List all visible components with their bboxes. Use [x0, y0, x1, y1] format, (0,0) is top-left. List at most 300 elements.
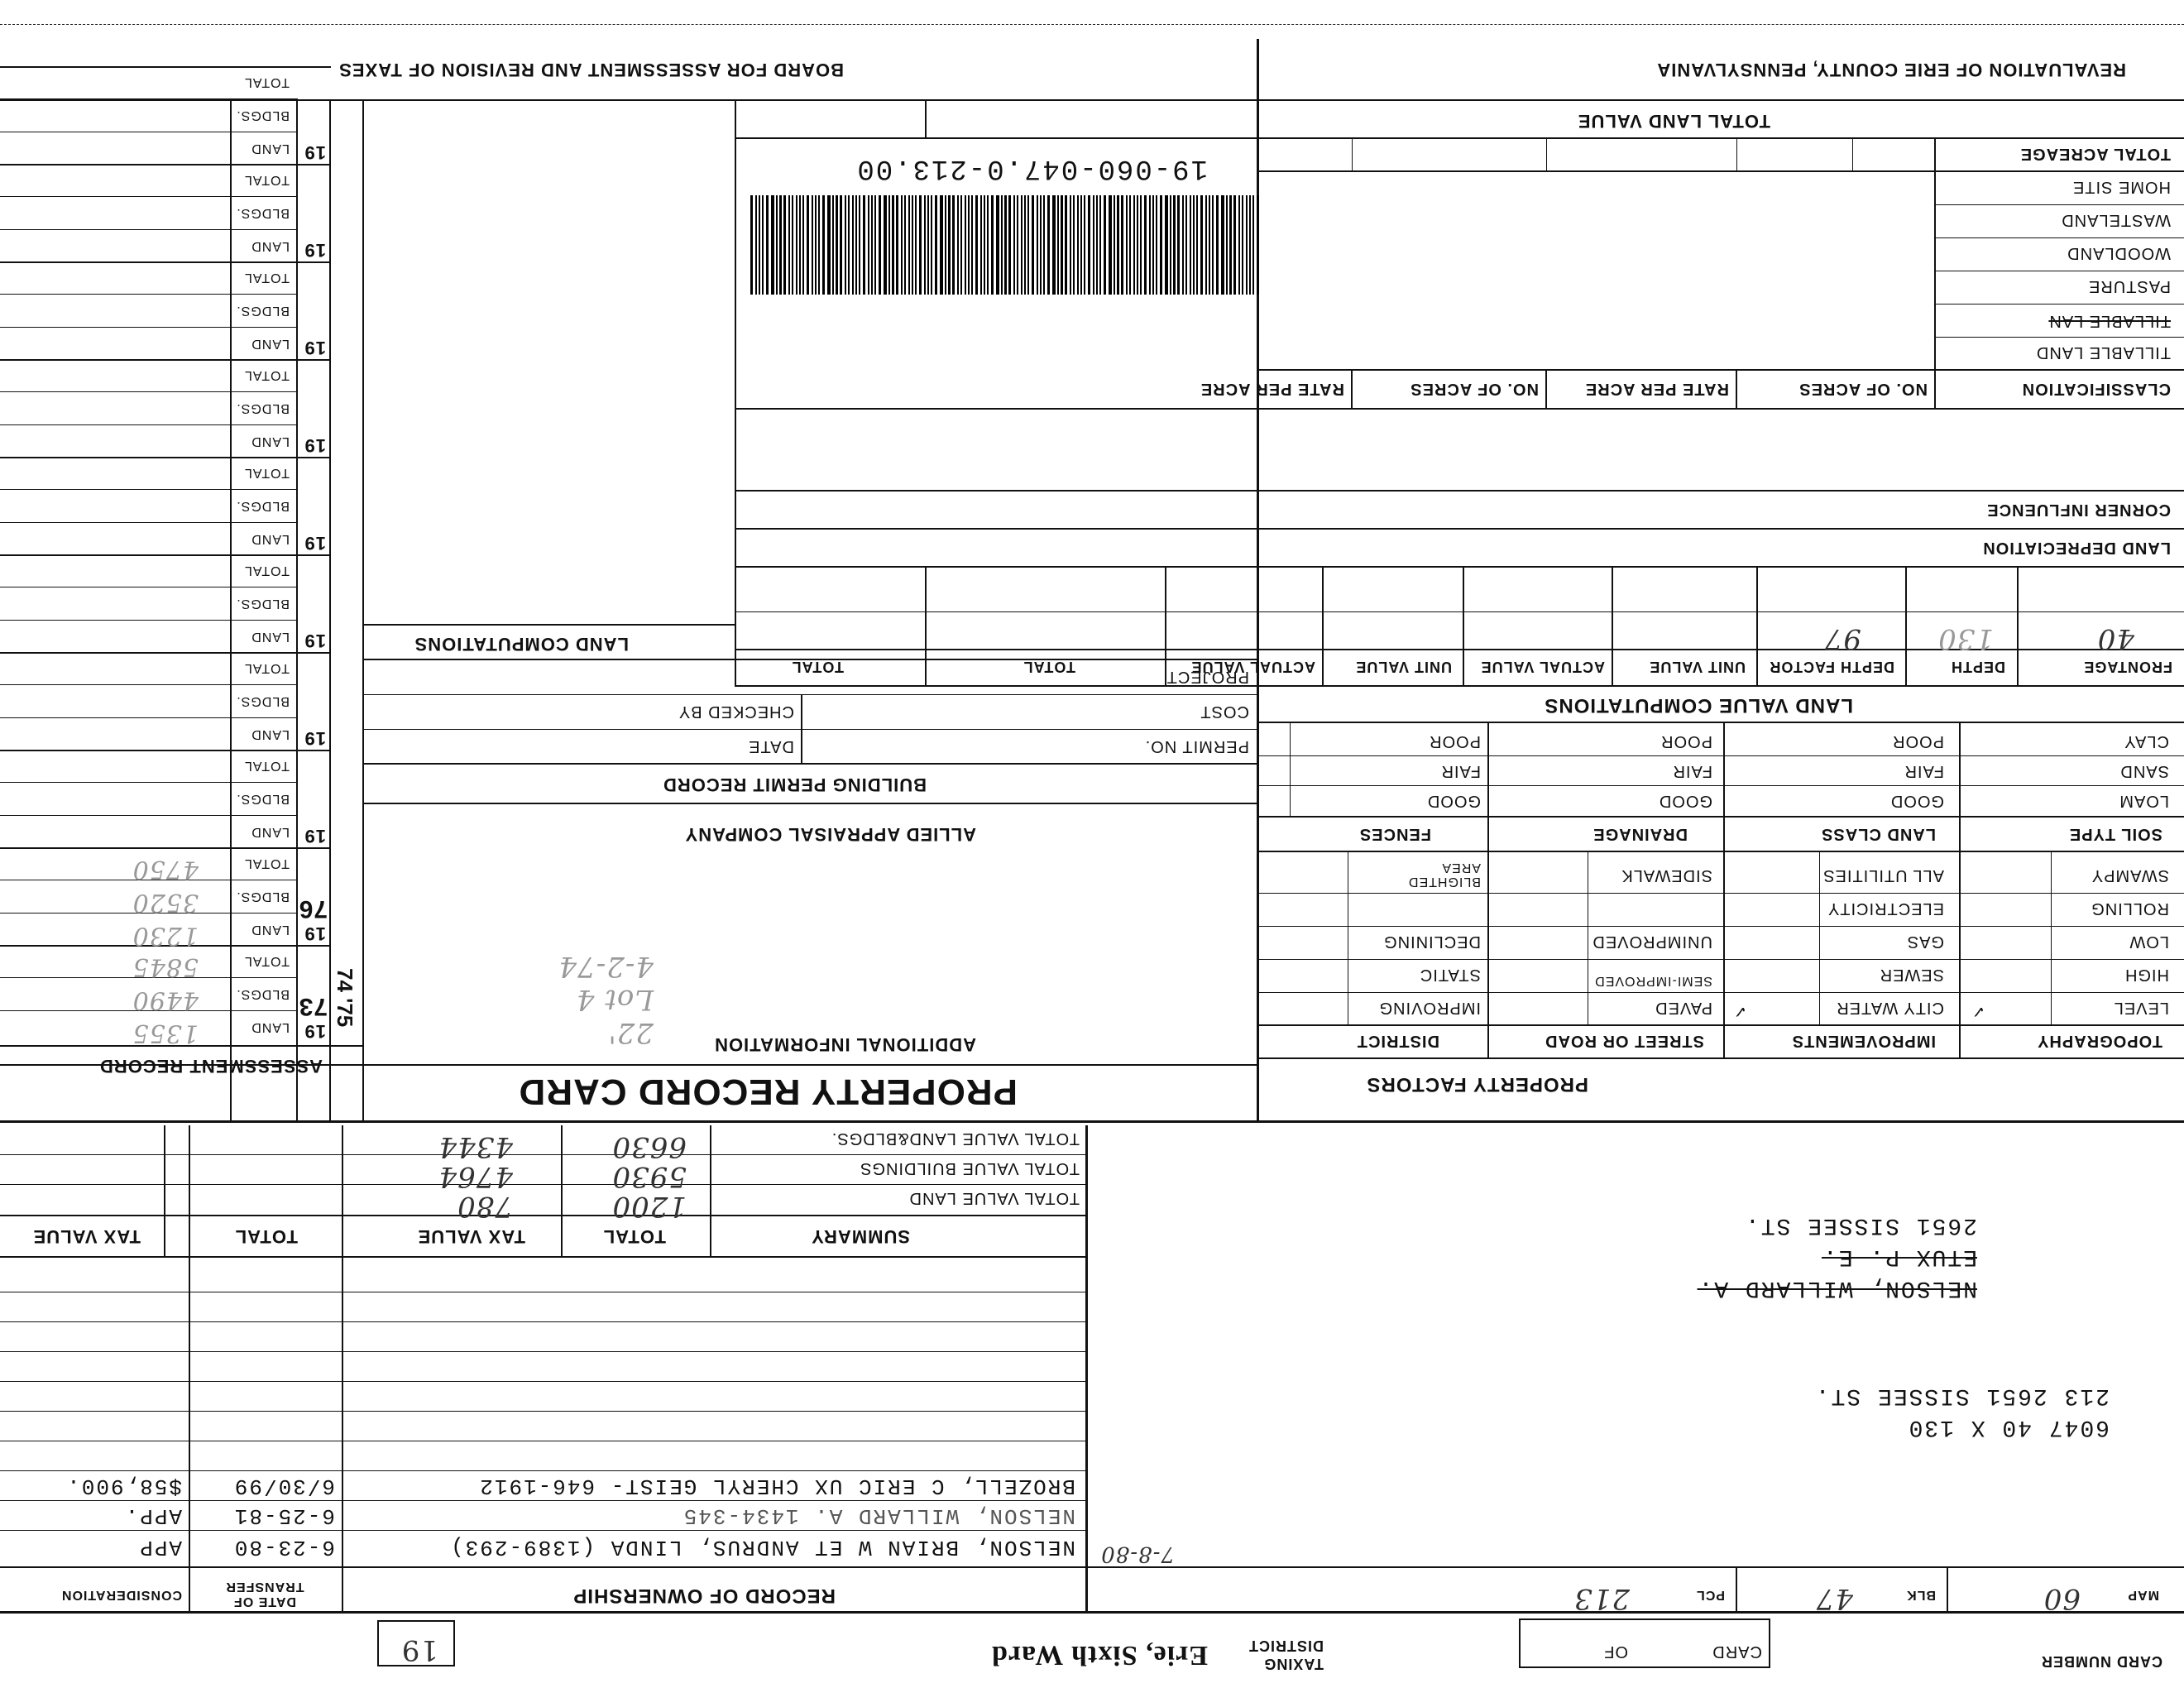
own-rule-7 — [0, 1351, 1088, 1352]
assessment-row-sub-rule — [0, 815, 298, 816]
barcode-bar — [848, 195, 850, 295]
assessment-title: ASSESSMENT RECORD — [98, 1056, 323, 1077]
barcode-bar — [859, 195, 860, 295]
acreage-row-2 — [1936, 304, 2184, 305]
acreage-row-total-acreage: TOTAL ACREAGE — [2019, 145, 2171, 163]
barcode-bar — [792, 195, 793, 295]
assessment-year: 76 — [298, 895, 328, 923]
assessment-total-value: 5845 — [132, 952, 199, 981]
assessment-row-sub-rule — [0, 522, 298, 523]
taxing-district-value: Erie, Sixth Ward — [991, 1640, 1208, 1671]
map-value: 60 — [2043, 1582, 2081, 1615]
summary-total-col: TOTAL — [602, 1226, 666, 1247]
acreage-col-3 — [1545, 371, 1547, 410]
land-comp-rule — [364, 624, 736, 626]
card-of-box — [1519, 1618, 1770, 1668]
barcode-bar — [802, 195, 804, 295]
assessment-year-prefix: 19 — [304, 631, 326, 651]
pf-topo-low: LOW — [2129, 933, 2169, 951]
summary-bldg-tax: 4764 — [438, 1160, 513, 1193]
barcode-bar — [1088, 195, 1090, 295]
lv-right-border — [735, 101, 736, 687]
land-value-title: LAND VALUE COMPUTATIONS — [1544, 694, 1853, 717]
assessment-label-total: TOTAL — [243, 954, 290, 968]
top-rule — [0, 99, 2184, 101]
assessment-row-rule — [0, 554, 331, 556]
ownership-row-date: 6-25-81 — [232, 1503, 335, 1528]
pf-check-rule-1 — [2051, 852, 2052, 1026]
pf-street-sidewalk: SIDEWALK — [1621, 866, 1712, 885]
own-rule-5 — [0, 1411, 1088, 1412]
lv-col-3 — [1756, 568, 1758, 687]
top-edge — [0, 24, 2184, 25]
pf-street-semi-improved: SEMI-IMPROVED — [1594, 974, 1712, 988]
pf-topo-rolling: ROLLING — [2091, 899, 2169, 918]
ownership-divider — [1085, 1125, 1088, 1614]
barcode-bar — [952, 195, 955, 295]
barcode-bar — [1040, 195, 1042, 295]
barcode-bar — [855, 195, 857, 295]
barcode-bar — [924, 195, 926, 295]
barcode-bar — [1093, 195, 1094, 295]
barcode-bar — [1032, 195, 1034, 295]
pf-soil-rule-4 — [1290, 723, 1291, 818]
barcode-bar — [1061, 195, 1063, 295]
ownership-title: RECORD OF OWNERSHIP — [572, 1585, 836, 1607]
summary-tax-col: TAX VALUE — [417, 1226, 525, 1247]
pf-soil-sand: SAND — [2119, 762, 2169, 780]
barcode-bar — [1140, 195, 1142, 295]
barcode-bar — [1149, 195, 1151, 295]
barcode-bar — [783, 195, 786, 295]
assessment-label-land: LAND — [251, 923, 290, 937]
assessment-label-border — [296, 101, 298, 1123]
assessment-label-total: TOTAL — [243, 75, 290, 89]
barcode-bar — [812, 195, 813, 295]
barcode-bar — [1190, 195, 1191, 295]
barcode-bar — [1096, 195, 1098, 295]
barcode-bar — [1052, 195, 1056, 295]
pf-imp-city-water: CITY WATER — [1836, 999, 1944, 1017]
pf-soil-loam: LOAM — [2119, 792, 2169, 810]
lv-header-unit-value-2: UNIT VALUE — [1355, 659, 1452, 675]
mid-rule — [0, 1120, 2184, 1123]
map-row-rule — [0, 1566, 2184, 1568]
barcode-bar — [971, 195, 973, 295]
permit-rule-4 — [364, 659, 1259, 660]
lv-col-5 — [1463, 568, 1464, 687]
acreage-row-pasture: PASTURE — [2088, 277, 2171, 295]
assessment-label-bldgs: BLDGS. — [236, 304, 290, 318]
additional-note-3: 4-2-74 — [558, 950, 654, 983]
acreage-total-col-1 — [1852, 139, 1853, 172]
barcode-bar — [965, 195, 966, 295]
acreage-rule-header — [1259, 369, 2184, 371]
barcode-bar — [1252, 195, 1254, 295]
acreage-row-woodland: WOODLAND — [2067, 244, 2171, 262]
assessment-bldgs-value: 3520 — [132, 888, 199, 917]
barcode-bar — [1104, 195, 1106, 295]
barcode-bar — [852, 195, 854, 295]
land-depreciation-label: LAND DEPRECIATION — [1982, 539, 2171, 557]
own-rule-2 — [0, 1500, 1088, 1501]
pf-soil-rule-2 — [1723, 723, 1725, 852]
barcode-bar — [1257, 195, 1259, 295]
pf-header-street: STREET OR ROAD — [1545, 1032, 1704, 1050]
barcode-bar — [832, 195, 834, 295]
pf-soil-rule-1 — [1959, 723, 1961, 852]
pf-street-unimproved: UNIMPROVED — [1592, 933, 1712, 951]
barcode-bar — [1233, 195, 1236, 295]
ownership-row-name: NELSON, WILLARD A. 1434-345 — [682, 1503, 1075, 1528]
assessment-row-sub-rule — [0, 196, 298, 197]
barcode-bar — [888, 195, 890, 295]
header-right: BOARD FOR ASSESSMENT AND REVISION OF TAXES — [338, 60, 844, 80]
lv-header-total: TOTAL — [1023, 659, 1075, 675]
barcode-bar — [1027, 195, 1029, 295]
footer-rule — [0, 1611, 2184, 1614]
lv-col-6 — [1322, 568, 1324, 687]
assessment-label-bldgs: BLDGS. — [236, 694, 290, 708]
barcode-bar — [1170, 195, 1171, 295]
lv-row-2 — [736, 566, 2184, 568]
old-owner-line-3: 2651 SISSEE ST. — [1743, 1212, 1977, 1238]
assessment-label-land: LAND — [251, 630, 290, 644]
assessment-row-rule — [0, 457, 331, 458]
lv-header-actual-value: ACTUAL VALUE — [1480, 659, 1605, 675]
acreage-header-no-acres: NO. OF ACRES — [1798, 380, 1928, 398]
assessment-label-total: TOTAL — [243, 368, 290, 382]
barcode-bar — [1133, 195, 1135, 295]
lv-header-depth-factor: DEPTH FACTOR — [1769, 659, 1894, 675]
permit-checked-label: CHECKED BY — [678, 703, 794, 721]
barcode-bar — [901, 195, 903, 295]
assessment-year-prefix: 19 — [304, 533, 326, 554]
barcode-bar — [1177, 195, 1180, 295]
acreage-row-6 — [1259, 170, 2184, 172]
additional-info-title: ADDITIONAL INFORMATION — [714, 1034, 976, 1055]
barcode-bar — [840, 195, 842, 295]
barcode-bar — [1144, 195, 1147, 295]
barcode-bar — [1043, 195, 1045, 295]
barcode-bar — [845, 195, 846, 295]
barcode-bar — [957, 195, 959, 295]
summary-row-land-bldgs: TOTAL VALUE LAND&BLDGS. — [831, 1129, 1080, 1148]
acreage-col-1 — [1934, 139, 1936, 410]
barcode-bar — [1173, 195, 1176, 295]
own-rule-6 — [0, 1381, 1088, 1382]
pf-street-paved: PAVED — [1655, 999, 1712, 1017]
pf-grade-fair-3: FAIR — [1440, 762, 1481, 780]
blk-label: BLK — [1906, 1588, 1936, 1602]
lv-depth-value: 130 — [1937, 622, 1994, 655]
summary-land-tax: 780 — [457, 1190, 513, 1223]
barcode-bar — [1017, 195, 1018, 295]
assessment-total-value: 4750 — [132, 855, 199, 884]
assessment-label-land: LAND — [251, 239, 290, 253]
pf-soil-row-2 — [1259, 755, 2184, 756]
barcode-bar — [980, 195, 982, 295]
tlv-col-1 — [925, 101, 927, 139]
barcode-bar — [1121, 195, 1123, 295]
assessment-land-value: 1355 — [132, 1019, 199, 1048]
corner-influence-label: CORNER INFLUENCE — [1986, 501, 2171, 519]
pf-soil-clay: CLAY — [2124, 732, 2169, 750]
check-mark-icon: ✓ — [1732, 1002, 1747, 1020]
pf-soil-row-1 — [1259, 785, 2184, 786]
acreage-col-4 — [1351, 371, 1353, 410]
barcode-bar — [935, 195, 937, 295]
lv-col-8 — [925, 568, 927, 687]
assessment-label-total: TOTAL — [243, 856, 290, 870]
assessment-label-bldgs: BLDGS. — [236, 890, 290, 904]
of-label: OF — [1603, 1642, 1628, 1661]
pf-topo-high: HIGH — [2124, 966, 2169, 984]
permit-rule-2 — [364, 729, 1259, 730]
acreage-col-2 — [1736, 371, 1737, 410]
barcode-bar — [759, 195, 760, 295]
barcode-bar — [1114, 195, 1115, 295]
summary-row-land: TOTAL VALUE LAND — [908, 1189, 1080, 1207]
barcode-bar — [807, 195, 809, 295]
land-computations-title: LAND COMPUTATIONS — [414, 634, 629, 655]
pf-top-rule — [1259, 1057, 2184, 1059]
ownership-row-consideration: $58,900. — [65, 1474, 182, 1499]
pf-grade-good-2: GOOD — [1658, 792, 1712, 810]
appraiser-rule — [364, 803, 1259, 804]
pf-row-rule-1 — [1259, 992, 2184, 993]
barcode-bar — [1001, 195, 1003, 295]
assessment-row-sub-rule — [0, 489, 298, 490]
blk-rule — [1736, 1568, 1737, 1614]
assessment-row-rule — [0, 359, 331, 361]
barcode-bar — [1226, 195, 1228, 295]
pf-soil-rule-3 — [1487, 723, 1489, 852]
pf-imp-gas: GAS — [1906, 933, 1944, 951]
appraiser-name: ALLIED APPRAISAL COMPANY — [684, 824, 976, 845]
permit-col-rule — [801, 695, 802, 765]
summary-total-rule — [710, 1125, 711, 1258]
old-owner-line-2: ETUX P. E. — [1821, 1244, 1977, 1269]
assessment-year-prefix: 19 — [304, 1021, 326, 1042]
assessment-land-value: 1230 — [132, 921, 199, 950]
barcode-bar — [1246, 195, 1248, 295]
pf-row-rule-2 — [1259, 959, 2184, 960]
barcode-bar — [1242, 195, 1243, 295]
barcode-bar — [896, 195, 898, 295]
barcode-bar — [1160, 195, 1162, 295]
total-land-value-label: TOTAL LAND VALUE — [1577, 111, 1770, 132]
pf-soil-header-rule — [1259, 816, 2184, 818]
acreage-header-rate-2: RATE PER ACRE — [1200, 380, 1344, 398]
assessment-label-bldgs: BLDGS. — [236, 597, 290, 611]
barcode-bar — [822, 195, 825, 295]
assessment-row-sub-rule — [0, 717, 298, 718]
pf-header-topography: TOPOGRAPHY — [2037, 1032, 2162, 1050]
assessment-row-sub-rule — [0, 229, 298, 230]
pf-header-rule — [1259, 1024, 2184, 1026]
summary-total-col-2: TOTAL — [234, 1226, 298, 1247]
barcode-bar — [1080, 195, 1082, 295]
acreage-total-col-4 — [1352, 139, 1353, 172]
barcode-bar — [1047, 195, 1050, 295]
barcode-bar — [1013, 195, 1015, 295]
district-code-box — [377, 1620, 455, 1666]
pf-district-static: STATIC — [1419, 966, 1481, 984]
assessment-label-land: LAND — [251, 825, 290, 839]
barcode-bar — [871, 195, 873, 295]
ownership-row-name: NELSON, BRIAN W ET ANDRUS, LINDA (1389-293) — [449, 1535, 1075, 1560]
barcode-bar — [1238, 195, 1240, 295]
barcode-bar — [874, 195, 876, 295]
summary-row-buildings: TOTAL VALUE BUILDINGS — [860, 1159, 1080, 1177]
summary-tax-col-2: TAX VALUE — [32, 1226, 141, 1247]
assessment-row-sub-rule — [0, 684, 298, 685]
acreage-row-tillable-lan: TILLABLE LAN — [2048, 312, 2171, 330]
barcode-bar — [960, 195, 962, 295]
ownership-row-date: 6/30/99 — [232, 1474, 335, 1499]
assessment-left-border — [362, 101, 364, 1123]
assessment-row-rule — [0, 66, 331, 68]
card-of-label: CARD — [1712, 1642, 1762, 1661]
barcode-bar — [1200, 195, 1203, 295]
own-rule-3 — [0, 1470, 1088, 1471]
own-rule-8 — [0, 1321, 1088, 1322]
barcode-bar — [818, 195, 820, 295]
barcode-bar — [1221, 195, 1224, 295]
lv-header-top — [736, 685, 2184, 687]
assessment-label-land: LAND — [251, 434, 290, 448]
pf-land-class: LAND CLASS — [1821, 825, 1936, 843]
lv-header-unit-value: UNIT VALUE — [1649, 659, 1746, 675]
barcode-bar — [1196, 195, 1198, 295]
assessment-label-bldgs: BLDGS. — [236, 108, 290, 122]
pf-drainage: DRAINAGE — [1592, 825, 1688, 843]
pf-header-district: DISTRICT — [1356, 1032, 1439, 1050]
lv-depth-factor-value: 97 — [1823, 622, 1861, 655]
lv-col-1 — [2017, 568, 2019, 687]
barcode-bar — [1037, 195, 1038, 295]
barcode-bar — [892, 195, 894, 295]
pcl-label: PCL — [1696, 1588, 1725, 1602]
assessment-bldgs-value: 4490 — [132, 985, 199, 1014]
barcode-bar — [836, 195, 838, 295]
lv-frontage-value: 40 — [2096, 622, 2134, 655]
ownership-row-consideration: APP. — [123, 1503, 182, 1528]
assessment-year: 73 — [298, 993, 328, 1020]
acreage-header-rate: RATE PER ACRE — [1584, 380, 1729, 398]
assessment-label-land: LAND — [251, 1020, 290, 1034]
barcode-bar — [987, 195, 989, 295]
barcode-bar — [1182, 195, 1184, 295]
district-code: 19 — [400, 1633, 438, 1666]
summary-rule-2 — [0, 1184, 1088, 1185]
summary-rule-3 — [0, 1154, 1088, 1155]
assessment-row-rule — [0, 261, 331, 263]
pf-fences: FENCES — [1358, 825, 1431, 843]
assessment-row-sub-rule — [0, 294, 298, 295]
lv-row-1 — [736, 611, 2184, 612]
acreage-row-7 — [736, 137, 2184, 139]
barcode-bar — [1099, 195, 1101, 295]
barcode-bar — [868, 195, 869, 295]
building-permit-title: BUILDING PERMIT RECORD — [663, 774, 927, 795]
permit-rule-3 — [364, 694, 1259, 695]
permit-rule-1 — [364, 763, 1259, 765]
check-mark-icon: ✓ — [1971, 1002, 1985, 1020]
barcode-bar — [1165, 195, 1168, 295]
barcode-bar — [766, 195, 769, 295]
barcode-bar — [1084, 195, 1085, 295]
pf-row-rule-4 — [1259, 893, 2184, 894]
lv-header-frontage: FRONTAGE — [2083, 659, 2172, 675]
property-factors-title: PROPERTY FACTORS — [1366, 1073, 1588, 1096]
barcode-bar — [1216, 195, 1219, 295]
pf-district-blighted: BLIGHTED AREA — [1407, 861, 1481, 889]
barcode-bar — [771, 195, 774, 295]
old-owner-line-1: NELSON, WILLARD A. — [1697, 1275, 1977, 1301]
barcode-bar — [1126, 195, 1128, 295]
barcode-bar — [940, 195, 943, 295]
assessment-label-total: TOTAL — [243, 173, 290, 187]
barcode-bar — [1156, 195, 1157, 295]
pf-district-declining: DECLINING — [1383, 933, 1481, 951]
assessment-row-rule — [0, 164, 331, 165]
barcode-bar — [908, 195, 910, 295]
barcode-bar — [755, 195, 757, 295]
barcode-bar — [948, 195, 951, 295]
barcode-bar — [919, 195, 922, 295]
lv-header-total-2: TOTAL — [791, 659, 844, 675]
barcode-bar — [984, 195, 985, 295]
pf-imp-electricity: ELECTRICITY — [1827, 899, 1944, 918]
assessment-year-prefix: 19 — [304, 240, 326, 261]
address-line-1: 6047 40 X 130 — [1907, 1414, 2110, 1440]
barcode-bar — [1073, 195, 1075, 295]
blk-value: 47 — [1815, 1582, 1853, 1615]
assessment-year-prefix: 19 — [304, 826, 326, 846]
permit-date-label: DATE — [748, 737, 794, 755]
barcode-bar — [915, 195, 917, 295]
pf-grade-good: GOOD — [1889, 792, 1944, 810]
barcode-bar — [1249, 195, 1251, 295]
pf-soil-type: SOIL TYPE — [2068, 825, 2162, 843]
barcode-bar — [750, 195, 753, 295]
lv-row-4 — [736, 490, 2184, 492]
card-number-label: CARD NUMBER — [2041, 1653, 2162, 1670]
barcode-bar — [788, 195, 790, 295]
summary-bldg-total: 5930 — [611, 1160, 687, 1193]
assessment-label-bldgs: BLDGS. — [236, 792, 290, 806]
barcode-bar — [1057, 195, 1059, 295]
assessment-label-bldgs: BLDGS. — [236, 987, 290, 1001]
assessment-yr-border — [329, 101, 331, 1123]
additional-note-1: 22' — [607, 1016, 654, 1049]
acreage-header-no-acres-2: NO. OF ACRES — [1410, 380, 1539, 398]
barcode-bar — [968, 195, 970, 295]
barcode-bar — [1209, 195, 1210, 295]
assessment-label-land: LAND — [251, 141, 290, 156]
assessment-row-sub-rule — [0, 327, 298, 328]
summary-title: SUMMARY — [811, 1226, 910, 1247]
pf-district-improving: IMPROVING — [1378, 999, 1481, 1017]
pf-check-rule-2 — [1819, 852, 1820, 1026]
pf-header-improvements: IMPROVEMENTS — [1791, 1032, 1936, 1050]
assessment-row-rule — [0, 652, 331, 654]
ownership-row-note: 7-8-80 — [1100, 1542, 1175, 1566]
summary-land-total: 1200 — [611, 1190, 687, 1223]
pf-topo-level: LEVEL — [2113, 999, 2169, 1017]
